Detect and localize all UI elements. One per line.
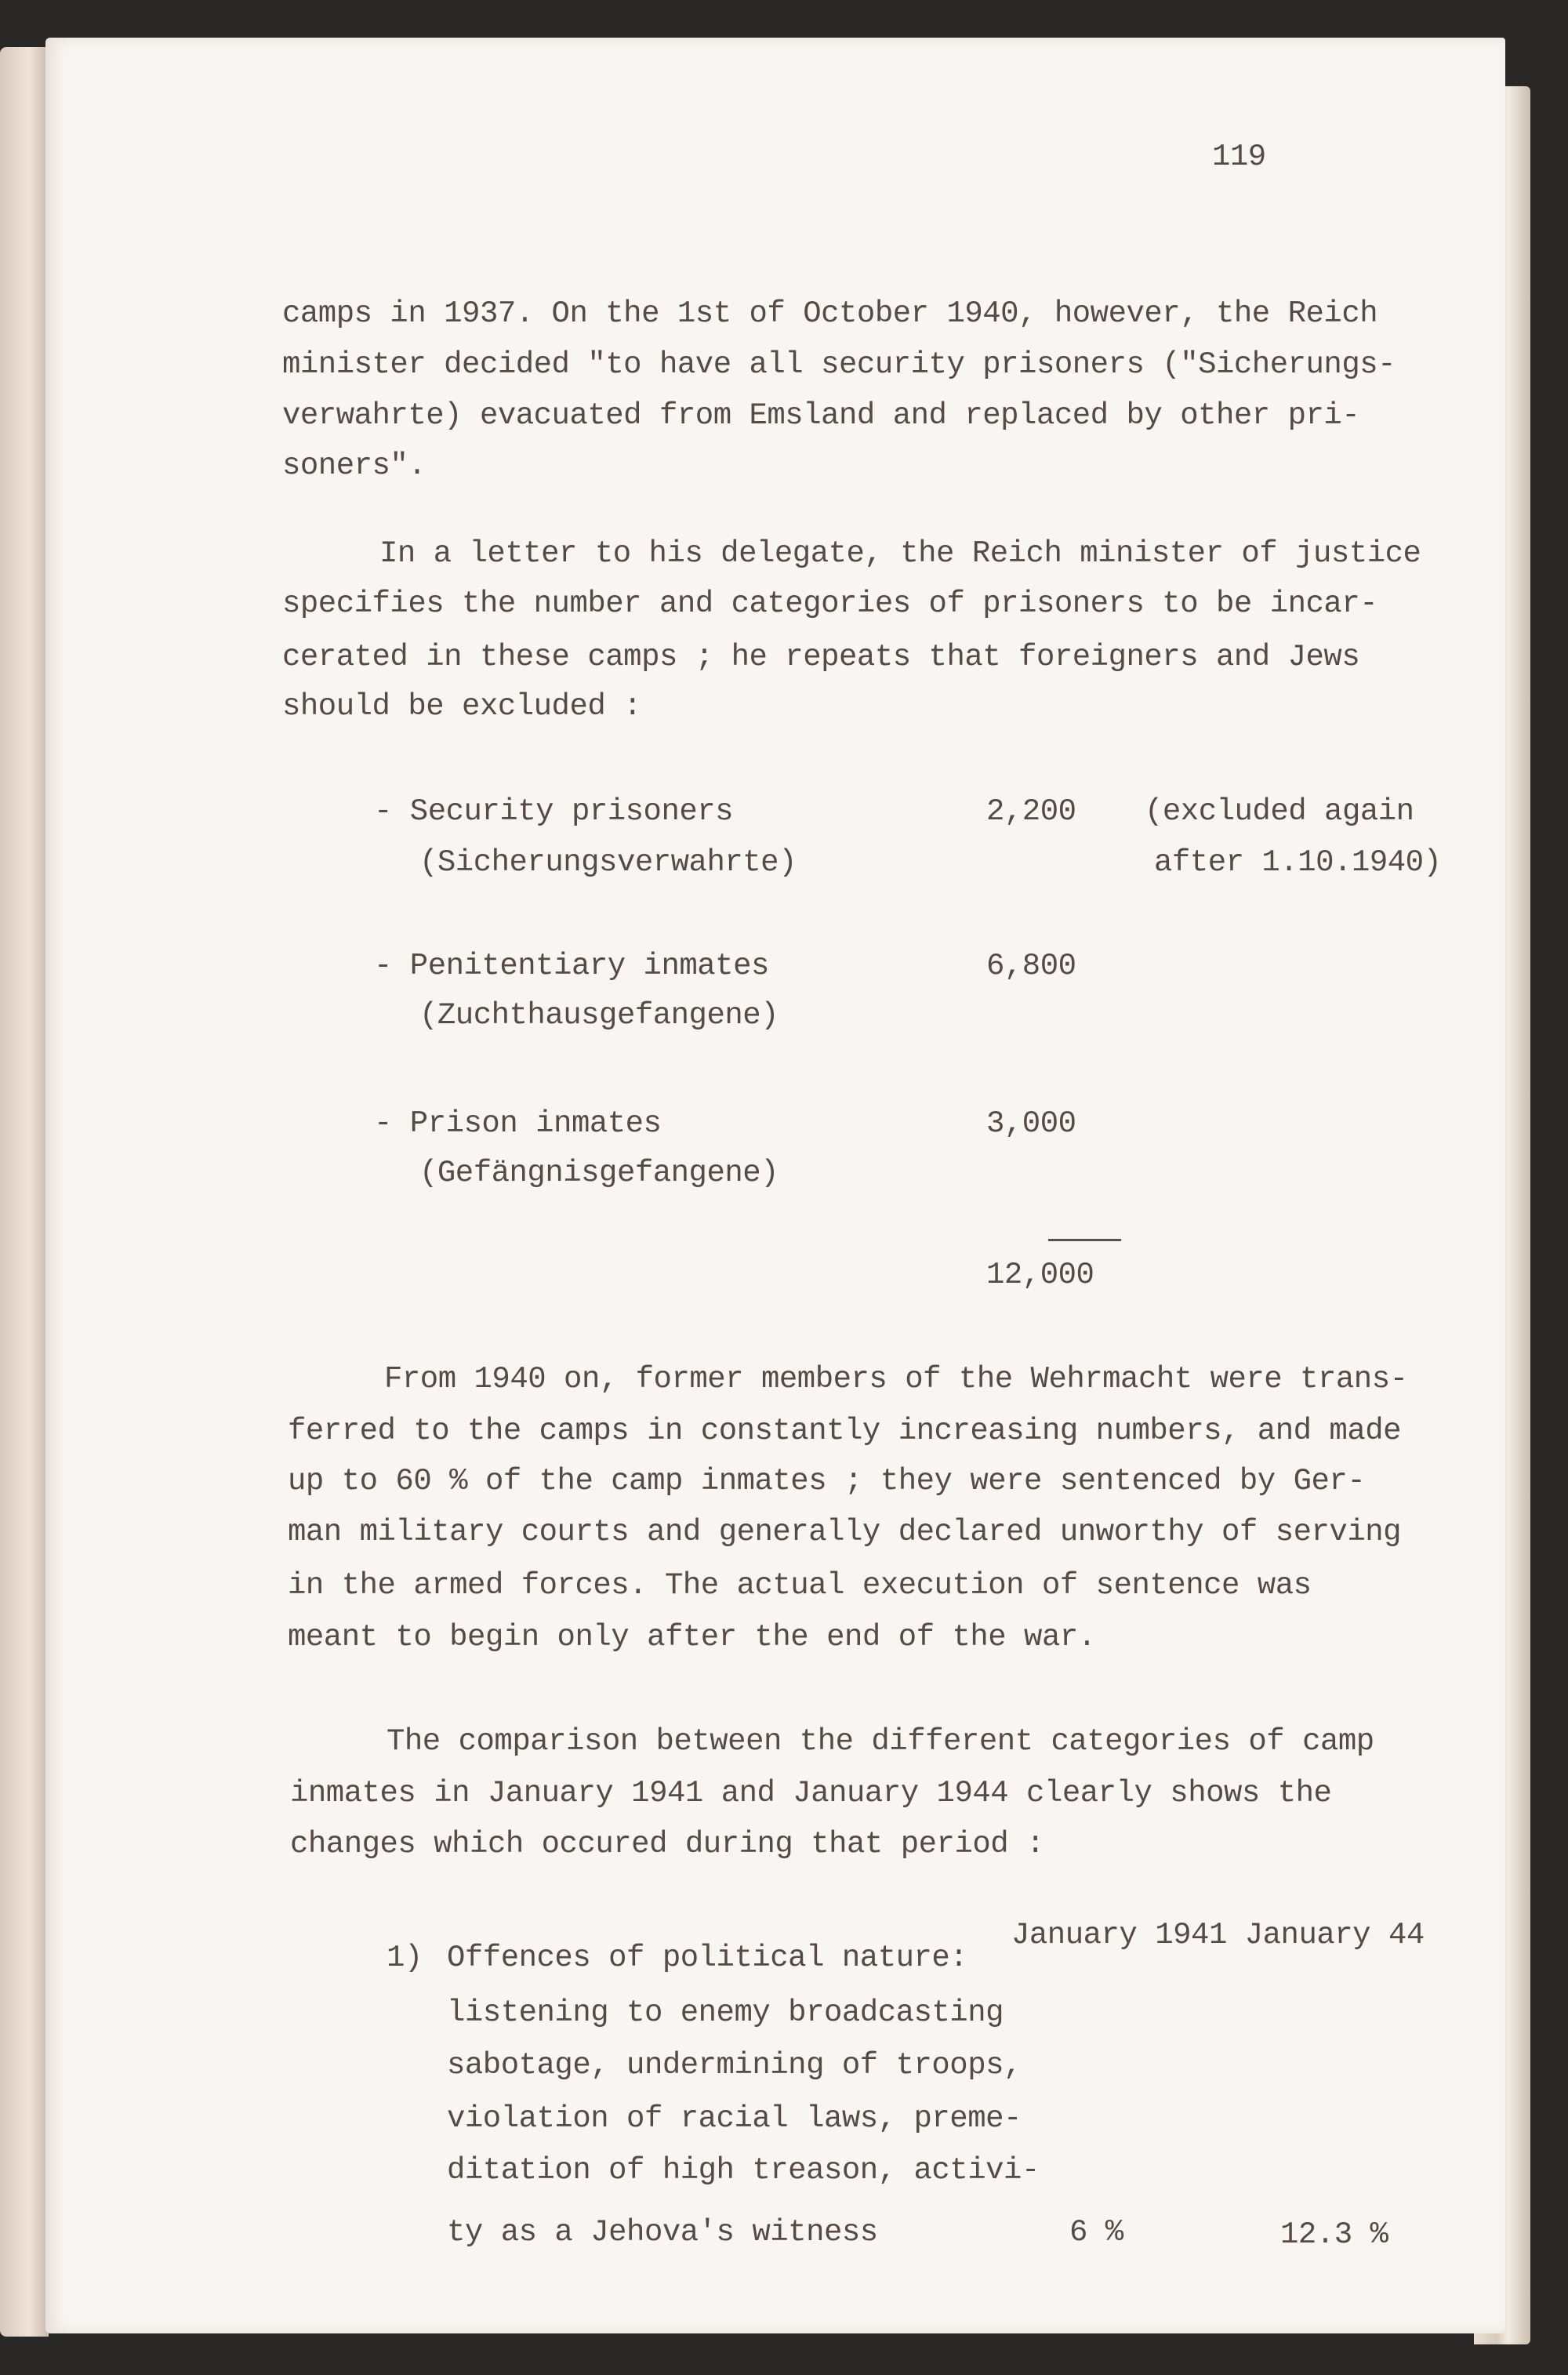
paragraph-line: up to 60 % of the camp inmates ; they were sentenced by Ger- xyxy=(288,1464,1366,1498)
category-count: 6,800 xyxy=(986,949,1076,983)
paragraph-line: camps in 1937. On the 1st of October 1940, however, the Reich xyxy=(282,296,1378,331)
sum-rule xyxy=(1048,1239,1121,1241)
category-label: - Security prisoners xyxy=(374,794,734,829)
paragraph-line: in the armed forces. The actual execution of sentence was xyxy=(288,1568,1312,1603)
paragraph-line: minister decided "to have all security prisoners ("Sicherungs- xyxy=(282,347,1396,382)
comparison-item-number: 1) xyxy=(387,1941,423,1975)
paragraph-line: From 1940 on, former members of the Wehrmacht were trans- xyxy=(384,1362,1408,1396)
total-count: 12,000 xyxy=(986,1258,1094,1292)
category-note: (excluded again xyxy=(1145,794,1414,829)
comparison-item-line: Offences of political nature: xyxy=(447,1941,968,1975)
comparison-item-line: violation of racial laws, preme- xyxy=(447,2101,1022,2136)
paragraph-line: should be excluded : xyxy=(282,689,642,724)
page-number: 119 xyxy=(1212,140,1266,174)
category-count: 3,000 xyxy=(986,1106,1076,1141)
category-german: (Zuchthausgefangene) xyxy=(419,998,779,1033)
comparison-item-line: ty as a Jehova's witness xyxy=(447,2215,878,2250)
paragraph-line: specifies the number and categories of prisoners to be incar- xyxy=(282,586,1378,621)
paragraph-line: verwahrte) evacuated from Emsland and replaced by other pri- xyxy=(282,398,1360,433)
paragraph-line: ferred to the camps in constantly increasing numbers, and made xyxy=(288,1414,1402,1448)
paragraph-line: In a letter to his delegate, the Reich minister of justice xyxy=(379,536,1421,571)
category-count: 2,200 xyxy=(986,794,1076,829)
paragraph-line: The comparison between the different categories of camp xyxy=(387,1724,1374,1759)
paragraph-line: inmates in January 1941 and January 1944 clearly shows the xyxy=(290,1776,1332,1810)
category-label: - Penitentiary inmates xyxy=(374,949,769,983)
category-german: (Gefängnisgefangene) xyxy=(419,1156,779,1190)
category-german: (Sicherungsverwahrte) xyxy=(419,845,797,880)
comparison-item-line: ditation of high treason, activi- xyxy=(447,2153,1040,2188)
category-label: - Prison inmates xyxy=(374,1106,662,1141)
comparison-item-line: sabotage, undermining of troops, xyxy=(447,2048,1022,2083)
paragraph-line: man military courts and generally declared unworthy of serving xyxy=(288,1515,1402,1549)
value-1944: 12.3 % xyxy=(1280,2217,1388,2252)
paragraph-line: cerated in these camps ; he repeats that foreigners and Jews xyxy=(282,640,1360,674)
value-1941: 6 % xyxy=(1069,2215,1123,2250)
comparison-item-line: listening to enemy broadcasting xyxy=(447,1996,1004,2030)
paragraph-line: changes which occured during that period : xyxy=(290,1827,1044,1861)
paragraph-line: meant to begin only after the end of the war. xyxy=(288,1620,1096,1654)
comparison-header: January 1941 January 44 xyxy=(1011,1918,1425,1952)
paragraph-line: soners". xyxy=(282,448,426,483)
left-page-edge xyxy=(0,47,49,2337)
category-note: after 1.10.1940) xyxy=(1154,845,1442,880)
